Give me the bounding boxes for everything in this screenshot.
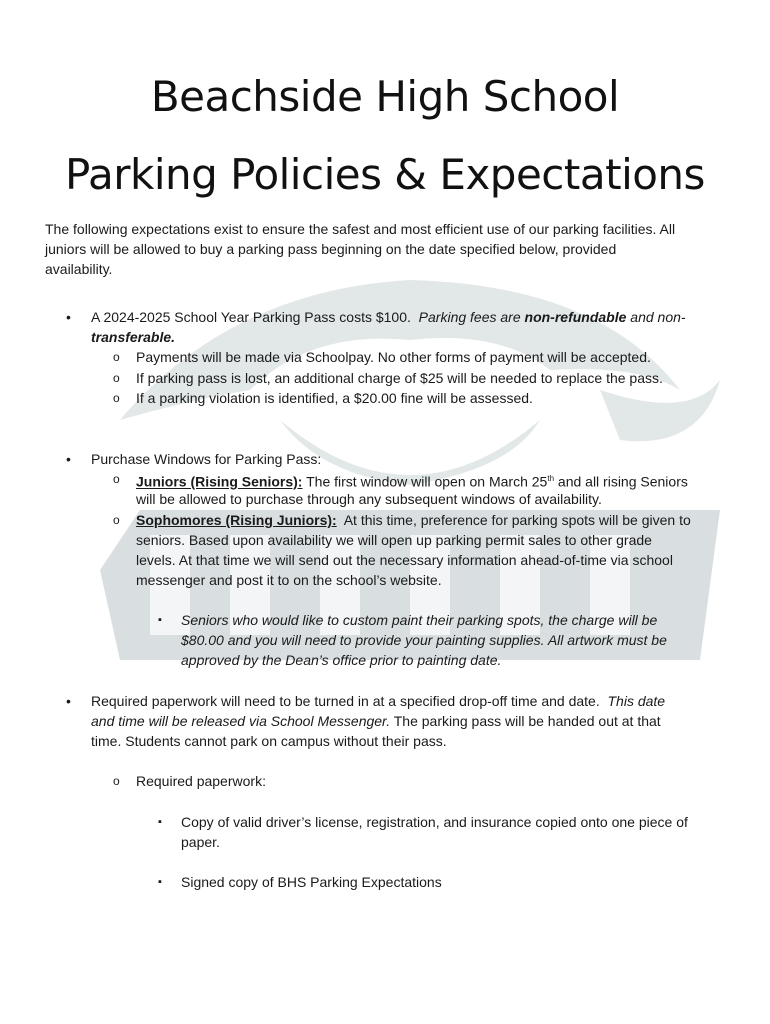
sophomores-line: seniors. Based upon availability we will open up parking permit sales to other grade: [136, 532, 652, 548]
date-note: This date: [607, 693, 666, 709]
sophomores-label: Sophomores (Rising Juniors):: [136, 512, 337, 528]
handout-note: The parking pass will be handed out at that: [393, 713, 661, 729]
non-refundable: non-refundable: [524, 309, 627, 325]
non-label: and non-: [630, 309, 686, 325]
payment-rule: Payments will be made via Schoolpay. No other forms of payment will be accepted.: [136, 349, 651, 365]
windows-heading: Purchase Windows for Parking Pass:: [91, 451, 322, 467]
paint-note-line: approved by the Dean’s office prior to painting date.: [181, 652, 502, 668]
paperwork-item: paper.: [181, 834, 220, 850]
ordinal-suffix: th: [547, 474, 555, 483]
paperwork-item: Signed copy of BHS Parking Expectations: [181, 874, 442, 890]
bullet-square: ▪: [158, 816, 162, 828]
bullet-disc: •: [66, 451, 71, 467]
pass-cost-line: [91, 307, 686, 327]
bullet-circle: o: [113, 391, 120, 405]
pass-cost: A 2024-2025 School Year Parking Pass costs $100.: [91, 309, 411, 325]
intro-line: The following expectations exist to ensure the safest and most efficient use of our parking facilities. All: [45, 221, 676, 237]
paperwork-subheading: Required paperwork:: [136, 773, 266, 789]
bullet-circle: o: [113, 371, 120, 385]
bullet-square: ▪: [158, 614, 162, 626]
sophomores-line: messenger and post it to on the school’s website.: [136, 572, 442, 588]
sophomores-text: At this time, preference for parking spots will be given to: [343, 512, 691, 528]
messenger-note: and time will be released via School Messenger.: [91, 713, 391, 729]
juniors-text: The first window will open on March 25: [306, 473, 548, 490]
paperwork-item: Copy of valid driver’s license, registration, and insurance copied onto one piece of: [181, 814, 688, 830]
paint-note-line: Seniors who would like to custom paint their parking spots, the charge will be: [181, 612, 658, 628]
page-title: Parking Policies & Expectations: [65, 150, 705, 199]
bullet-circle: o: [113, 472, 120, 486]
intro-line: availability.: [45, 261, 113, 277]
bullet-circle: o: [113, 774, 120, 788]
paperwork-text: Required paperwork will need to be turned in at a specified drop-off time and date.: [91, 693, 600, 709]
transferable: transferable.: [91, 329, 176, 345]
sophomores-line: levels. At that time we will send out the necessary information ahead-of-time via school: [136, 552, 673, 568]
lost-pass-rule: If parking pass is lost, an additional charge of $25 will be needed to replace the pass.: [136, 370, 663, 386]
bullet-square: ▪: [158, 876, 162, 888]
intro-line: juniors will be allowed to buy a parking pass beginning on the date specified below, provided: [45, 241, 617, 257]
juniors-line: will be allowed to purchase through any subsequent windows of availability.: [136, 491, 602, 507]
violation-rule: If a parking violation is identified, a $20.00 fine will be assessed.: [136, 390, 533, 406]
school-title: Beachside High School: [150, 72, 620, 121]
paperwork-line: time. Students cannot park on campus without their pass.: [91, 733, 447, 749]
bullet-circle: o: [113, 513, 120, 527]
paperwork-line: [91, 711, 661, 731]
watermark-fin: [600, 380, 720, 441]
bullet-disc: •: [66, 693, 71, 709]
bullet-circle: o: [113, 350, 120, 364]
paperwork-line: [91, 691, 665, 711]
juniors-label: Juniors (Rising Seniors):: [136, 473, 303, 490]
juniors-text-cont: and all rising Seniors: [557, 473, 688, 490]
refund-text: Parking fees are: [418, 309, 521, 325]
paint-note-line: $80.00 and you will need to provide your painting supplies. All artwork must be: [181, 632, 667, 648]
sophomores-window: [136, 510, 691, 530]
bullet-disc: •: [66, 309, 71, 325]
